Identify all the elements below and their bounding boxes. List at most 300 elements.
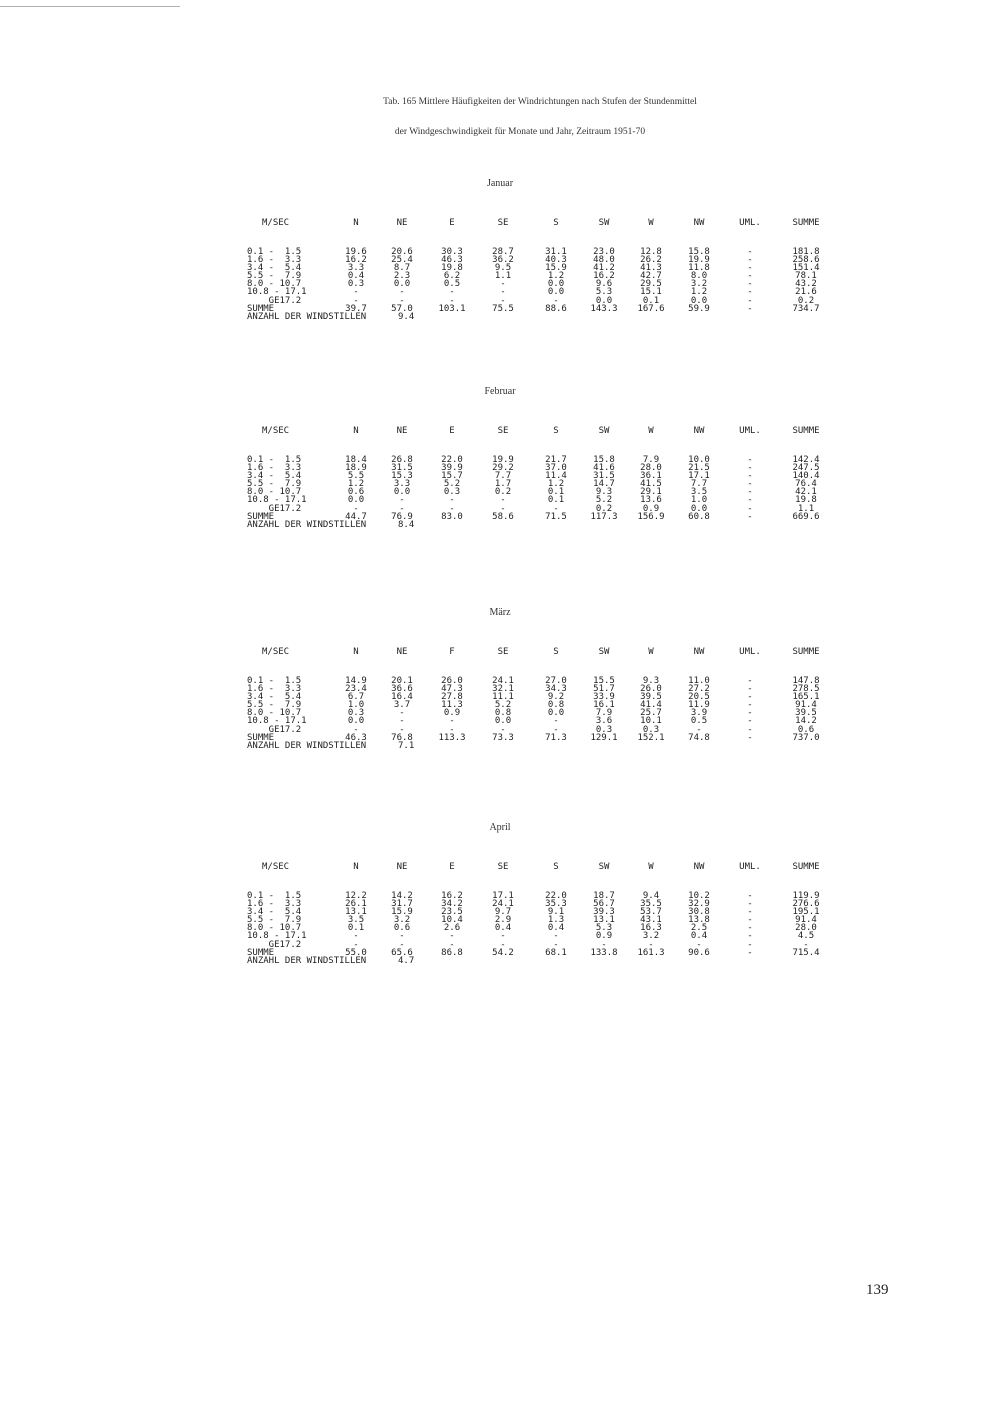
table-cell: 76.4 — [795, 479, 817, 490]
column-header: NW — [693, 862, 705, 872]
table-cell: 28.0 — [640, 463, 662, 474]
table-header-row — [0, 862, 1000, 892]
table-cell: 167.6 — [637, 303, 665, 314]
table-cell: - — [747, 947, 753, 958]
table-header-row — [0, 647, 1000, 677]
table-cell: - — [449, 716, 455, 727]
table-cell: 29.1 — [640, 487, 662, 498]
table-title: Tab. 165 Mittlere Häufigkeiten der Windrichtungen nach Stufen der Stundenmittel — [383, 97, 697, 107]
row-label: 10.8 - 17.1 — [247, 716, 307, 727]
page-number: 139 — [866, 1282, 889, 1298]
table-cell: - — [353, 939, 359, 950]
table-cell: 21.5 — [688, 463, 710, 474]
table-cell: - — [747, 503, 753, 514]
frequency-table — [0, 862, 1000, 965]
table-cell: 0.0 — [690, 503, 708, 514]
table-cell: 17.1 — [688, 471, 710, 482]
table-cell: 60.8 — [688, 511, 710, 522]
table-cell: 0.0 — [347, 495, 365, 506]
column-header: S — [553, 862, 559, 872]
table-cell: 16.2 — [441, 891, 463, 901]
column-header: NW — [693, 647, 705, 657]
table-cell: 0.3 — [443, 487, 461, 498]
frequency-table — [0, 647, 1000, 750]
table-cell: 75.5 — [492, 303, 514, 314]
column-header: SE — [497, 426, 509, 436]
column-header: SE — [497, 218, 509, 228]
table-cell: - — [449, 931, 455, 942]
column-header: N — [353, 647, 359, 657]
calm-value: 8.4 — [398, 519, 415, 530]
table-cell: 13.1 — [345, 907, 367, 918]
table-cell: - — [747, 279, 753, 290]
month-title: März — [489, 607, 511, 618]
table-cell: - — [747, 271, 753, 282]
table-cell: 22.0 — [441, 455, 463, 465]
table-cell: 57.0 — [391, 303, 413, 314]
table-cell: 74.8 — [688, 732, 710, 743]
table-cell: 28.7 — [492, 247, 514, 257]
table-cell: 737.0 — [792, 732, 820, 743]
column-header: N — [353, 426, 359, 436]
table-cell: 20.5 — [688, 692, 710, 703]
table-cell: 39.9 — [441, 463, 463, 474]
row-label: 10.8 - 17.1 — [247, 495, 307, 506]
table-cell: - — [747, 471, 753, 482]
table-cell: 29.2 — [492, 463, 514, 474]
table-cell: 18.4 — [345, 455, 367, 465]
calm-label: ANZAHL DER WINDSTILLEN — [247, 311, 367, 322]
column-header: SW — [598, 862, 610, 872]
table-cell: - — [399, 931, 405, 942]
row-label: 3.4 - 5.4 — [247, 471, 302, 482]
column-header: F — [449, 647, 455, 657]
table-cell: 22.0 — [545, 891, 567, 901]
table-cell: - — [553, 724, 559, 735]
column-header: SW — [598, 647, 610, 657]
table-cell: 20.6 — [391, 247, 413, 257]
table-cell: 25.7 — [640, 708, 662, 719]
column-header: SUMME — [792, 426, 820, 436]
table-cell: 15.5 — [593, 676, 615, 686]
table-cell: 165.1 — [792, 692, 820, 703]
table-cell: - — [553, 716, 559, 727]
table-cell: 3.6 — [595, 716, 613, 727]
table-cell: - — [747, 684, 753, 695]
table-cell: 7.9 — [642, 455, 660, 465]
table-cell: 0.0 — [393, 279, 411, 290]
table-cell: - — [747, 907, 753, 918]
column-header: S — [553, 647, 559, 657]
table-cell: 29.5 — [640, 279, 662, 290]
table-cell: 195.1 — [792, 907, 820, 918]
table-cell: 55.0 — [345, 947, 367, 958]
table-cell: - — [696, 939, 702, 950]
column-header: M/SEC — [262, 862, 290, 872]
table-cell: 23.0 — [593, 247, 615, 257]
table-cell: 5.3 — [595, 923, 613, 934]
table-cell: 51.7 — [593, 684, 615, 695]
table-cell: 21.6 — [795, 287, 817, 298]
table-cell: 13.8 — [688, 915, 710, 926]
row-label: 3.4 - 5.4 — [247, 907, 302, 918]
table-cell: - — [747, 708, 753, 719]
table-cell: - — [399, 724, 405, 735]
table-cell: 21.7 — [545, 455, 567, 465]
table-cell: 9.1 — [547, 907, 565, 918]
table-cell: 9.5 — [494, 263, 512, 274]
table-cell: 39.5 — [640, 692, 662, 703]
table-cell: 56.7 — [593, 899, 615, 910]
table-cell: 7.7 — [494, 471, 512, 482]
column-header: NE — [396, 647, 408, 657]
table-cell: 76.9 — [391, 511, 413, 522]
table-subtitle: der Windgeschwindigkeit für Monate und Jahr, Zeitraum 1951-70 — [394, 127, 646, 137]
row-label: GE17.2 — [247, 724, 302, 735]
table-cell: 39.3 — [593, 907, 615, 918]
month-title: Januar — [486, 178, 514, 189]
table-cell: 129.1 — [590, 732, 618, 743]
table-cell: 669.6 — [792, 511, 820, 522]
table-cell: 11.9 — [688, 700, 710, 711]
table-cell: 0.4 — [494, 923, 512, 934]
table-cell: 0.0 — [547, 287, 565, 298]
table-cell: - — [747, 247, 753, 257]
table-cell: 0.1 — [547, 487, 565, 498]
table-cell: - — [747, 676, 753, 686]
table-cell: 3.5 — [690, 487, 708, 498]
column-header: E — [449, 218, 455, 228]
table-cell: - — [353, 931, 359, 942]
row-label: 5.5 - 7.9 — [247, 915, 302, 926]
table-cell: - — [747, 487, 753, 498]
row-label: 1.6 - 3.3 — [247, 684, 302, 695]
table-cell: - — [353, 287, 359, 298]
table-cell: - — [747, 295, 753, 306]
table-cell: - — [553, 939, 559, 950]
table-cell: 3.2 — [690, 279, 708, 290]
table-cell: - — [399, 287, 405, 298]
table-cell: 151.4 — [792, 263, 820, 274]
table-cell: - — [449, 724, 455, 735]
table-cell: 1.2 — [547, 479, 565, 490]
table-cell: 42.1 — [795, 487, 817, 498]
row-label: 10.8 - 17.1 — [247, 287, 307, 298]
table-cell: 5.5 — [347, 471, 365, 482]
table-cell: - — [747, 692, 753, 703]
column-header: NW — [693, 426, 705, 436]
table-cell: 9.3 — [642, 676, 660, 686]
table-cell: - — [747, 891, 753, 901]
table-cell: 3.2 — [393, 915, 411, 926]
table-cell: 3.9 — [690, 708, 708, 719]
table-cell: - — [553, 503, 559, 514]
row-label: SUMME — [247, 732, 275, 743]
row-label: 3.4 - 5.4 — [247, 692, 302, 703]
table-cell: 15.9 — [391, 907, 413, 918]
row-label: 1.6 - 3.3 — [247, 255, 302, 266]
table-cell: - — [353, 503, 359, 514]
table-cell: 0.0 — [494, 716, 512, 727]
table-cell: 0.0 — [690, 295, 708, 306]
table-cell: 3.3 — [393, 479, 411, 490]
table-cell: 6.2 — [443, 271, 461, 282]
table-cell: - — [500, 295, 506, 306]
column-header: UML. — [739, 647, 761, 657]
column-header: M/SEC — [262, 647, 290, 657]
column-header: N — [353, 862, 359, 872]
table-cell: 1.2 — [547, 271, 565, 282]
frequency-table — [0, 218, 1000, 321]
table-cell: - — [399, 939, 405, 950]
table-cell: 26.0 — [441, 676, 463, 686]
table-cell: 18.7 — [593, 891, 615, 901]
row-label: 10.8 - 17.1 — [247, 931, 307, 942]
column-header: SUMME — [792, 647, 820, 657]
table-cell: - — [399, 708, 405, 719]
table-cell: - — [747, 716, 753, 727]
scan-edge-line — [0, 6, 180, 7]
calm-row — [0, 742, 1000, 750]
table-cell: 1.2 — [690, 287, 708, 298]
table-cell: 58.6 — [492, 511, 514, 522]
month-title: Februar — [484, 386, 516, 397]
calm-row — [0, 957, 1000, 965]
table-cell: 24.1 — [492, 899, 514, 910]
table-cell: - — [449, 503, 455, 514]
table-cell: - — [449, 295, 455, 306]
row-label: GE17.2 — [247, 295, 302, 306]
row-label: 8.0 - 10.7 — [247, 279, 302, 290]
table-cell: 0.9 — [595, 931, 613, 942]
table-cell: 133.8 — [590, 947, 618, 958]
table-cell: - — [747, 303, 753, 314]
table-cell: 258.6 — [792, 255, 820, 266]
table-cell: - — [449, 287, 455, 298]
table-cell: - — [747, 939, 753, 950]
table-cell: 44.7 — [345, 511, 367, 522]
row-label: 8.0 - 10.7 — [247, 487, 302, 498]
table-cell: 36.1 — [640, 471, 662, 482]
column-header: SUMME — [792, 862, 820, 872]
table-cell: 11.0 — [688, 676, 710, 686]
table-cell: 1.7 — [494, 479, 512, 490]
table-cell: 30.3 — [441, 247, 463, 257]
table-cell: 32.9 — [688, 899, 710, 910]
table-cell: - — [399, 716, 405, 727]
table-cell: 47.3 — [441, 684, 463, 695]
table-cell: 2.3 — [393, 271, 411, 282]
table-cell: 0.5 — [443, 279, 461, 290]
table-cell: 0.2 — [595, 503, 613, 514]
table-cell: 0.4 — [347, 271, 365, 282]
table-cell: - — [648, 939, 654, 950]
column-header: SE — [497, 862, 509, 872]
table-cell: 36.2 — [492, 255, 514, 266]
column-header: NW — [693, 218, 705, 228]
table-cell: - — [747, 287, 753, 298]
table-cell: 0.3 — [642, 724, 660, 735]
table-cell: - — [500, 724, 506, 735]
row-label: 3.4 - 5.4 — [247, 263, 302, 274]
calm-label: ANZAHL DER WINDSTILLEN — [247, 740, 367, 751]
table-cell: 0.9 — [642, 503, 660, 514]
table-cell: - — [747, 255, 753, 266]
table-cell: 0.1 — [347, 923, 365, 934]
table-cell: 73.3 — [492, 732, 514, 743]
table-row — [0, 949, 1000, 957]
table-cell: 0.3 — [347, 279, 365, 290]
table-cell: 147.8 — [792, 676, 820, 686]
table-cell: - — [747, 463, 753, 474]
table-cell: 24.1 — [492, 676, 514, 686]
table-cell: 40.3 — [545, 255, 567, 266]
table-cell: 5.2 — [443, 479, 461, 490]
row-label: SUMME — [247, 947, 275, 958]
table-cell: 0.1 — [642, 295, 660, 306]
table-cell: - — [449, 939, 455, 950]
column-header: E — [449, 426, 455, 436]
row-label: 1.6 - 3.3 — [247, 899, 302, 910]
table-cell: 14.2 — [391, 891, 413, 901]
row-label: 8.0 - 10.7 — [247, 708, 302, 719]
table-cell: 9.2 — [547, 692, 565, 703]
table-cell: 152.1 — [637, 732, 665, 743]
table-cell: 0.0 — [347, 716, 365, 727]
table-cell: - — [500, 495, 506, 506]
table-cell: 14.2 — [795, 716, 817, 727]
table-cell: 19.6 — [345, 247, 367, 257]
table-cell: 156.9 — [637, 511, 665, 522]
table-cell: 46.3 — [441, 255, 463, 266]
table-cell: 278.5 — [792, 684, 820, 695]
calm-value: 7.1 — [398, 740, 415, 751]
table-cell: - — [747, 511, 753, 522]
table-cell: 1.2 — [347, 479, 365, 490]
table-cell: 0.4 — [547, 923, 565, 934]
table-cell: 91.4 — [795, 915, 817, 926]
table-cell: 43.2 — [795, 279, 817, 290]
table-cell: 5.2 — [494, 700, 512, 711]
table-cell: - — [500, 503, 506, 514]
table-header-row — [0, 426, 1000, 456]
column-header: W — [648, 862, 654, 872]
table-cell: 3.7 — [393, 700, 411, 711]
table-cell: 27.0 — [545, 676, 567, 686]
table-cell: 16.2 — [593, 271, 615, 282]
table-cell: 113.3 — [438, 732, 466, 743]
table-cell: - — [399, 503, 405, 514]
table-cell: - — [399, 295, 405, 306]
table-cell: 90.6 — [688, 947, 710, 958]
calm-value: 4.7 — [398, 955, 415, 966]
table-cell: - — [553, 931, 559, 942]
table-cell: 23.4 — [345, 684, 367, 695]
row-label: 5.5 - 7.9 — [247, 700, 302, 711]
table-cell: 0.8 — [494, 708, 512, 719]
row-label: 0.1 - 1.5 — [247, 247, 302, 257]
table-cell: - — [500, 287, 506, 298]
table-cell: 31.5 — [593, 471, 615, 482]
column-header: W — [648, 647, 654, 657]
table-cell: 0.0 — [547, 708, 565, 719]
table-cell: 0.3 — [347, 708, 365, 719]
row-label: 1.6 - 3.3 — [247, 463, 302, 474]
table-cell: 43.1 — [640, 915, 662, 926]
column-header: M/SEC — [262, 218, 290, 228]
table-cell: - — [747, 700, 753, 711]
table-cell: 734.7 — [792, 303, 820, 314]
table-cell: 65.6 — [391, 947, 413, 958]
table-cell: 9.4 — [642, 891, 660, 901]
table-cell: 19.8 — [795, 495, 817, 506]
table-cell: 715.4 — [792, 947, 820, 958]
row-label: 0.1 - 1.5 — [247, 676, 302, 686]
table-cell: - — [747, 479, 753, 490]
table-cell: 88.6 — [545, 303, 567, 314]
table-cell: 16.4 — [391, 692, 413, 703]
table-cell: 15.8 — [688, 247, 710, 257]
table-cell: 48.0 — [593, 255, 615, 266]
column-header: SW — [598, 426, 610, 436]
table-cell: 0.3 — [595, 724, 613, 735]
table-cell: 12.8 — [640, 247, 662, 257]
column-header: N — [353, 218, 359, 228]
table-cell: 7.9 — [595, 708, 613, 719]
table-cell: 1.0 — [690, 495, 708, 506]
table-cell: 27.2 — [688, 684, 710, 695]
table-cell: 15.1 — [640, 287, 662, 298]
table-cell: 39.7 — [345, 303, 367, 314]
table-cell: 0.6 — [347, 487, 365, 498]
table-cell: 103.1 — [438, 303, 466, 314]
table-cell: 19.9 — [688, 255, 710, 266]
table-cell: 18.9 — [345, 463, 367, 474]
row-label: 5.5 - 7.9 — [247, 479, 302, 490]
table-cell: 3.3 — [347, 263, 365, 274]
table-cell: 71.3 — [545, 732, 567, 743]
table-cell: 41.4 — [640, 700, 662, 711]
table-cell: 19.8 — [441, 263, 463, 274]
table-cell: 0.0 — [595, 295, 613, 306]
table-cell: 31.7 — [391, 899, 413, 910]
table-cell: 15.9 — [545, 263, 567, 274]
table-row — [0, 513, 1000, 521]
table-cell: 9.6 — [595, 279, 613, 290]
row-label: 0.1 - 1.5 — [247, 891, 302, 901]
table-cell: 2.5 — [690, 923, 708, 934]
table-cell: 10.0 — [688, 455, 710, 465]
table-cell: 28.0 — [795, 923, 817, 934]
table-cell: - — [747, 915, 753, 926]
table-cell: 10.1 — [640, 716, 662, 727]
table-cell: 14.7 — [593, 479, 615, 490]
table-cell: 2.9 — [494, 915, 512, 926]
table-cell: 0.5 — [690, 716, 708, 727]
column-header: E — [449, 862, 455, 872]
table-cell: 9.7 — [494, 907, 512, 918]
table-cell: 26.1 — [345, 899, 367, 910]
table-cell: 41.2 — [593, 263, 615, 274]
row-label: 0.1 - 1.5 — [247, 455, 302, 465]
table-cell: 16.3 — [640, 923, 662, 934]
table-row — [0, 734, 1000, 742]
table-cell: 0.9 — [443, 708, 461, 719]
table-cell: - — [747, 931, 753, 942]
table-cell: 25.4 — [391, 255, 413, 266]
table-cell: 53.7 — [640, 907, 662, 918]
table-cell: 71.5 — [545, 511, 567, 522]
